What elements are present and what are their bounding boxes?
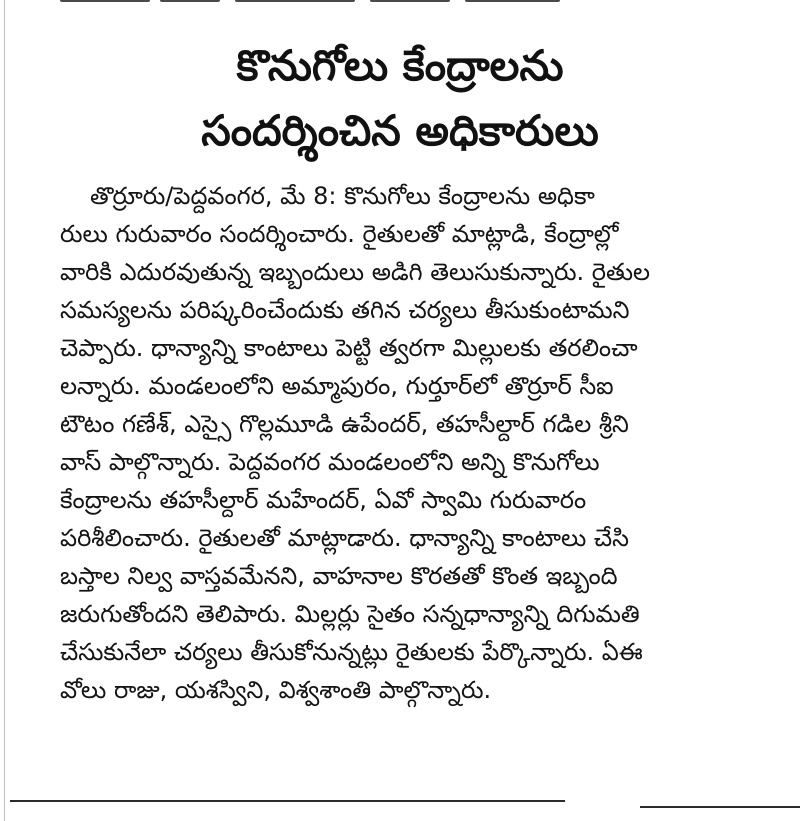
- article-line: సమస్యలను పరిష్కరించేందుకు తగిన చర్యలు తీసుకుంటామని: [60, 296, 630, 324]
- article-line: పరిశీలించారు. రైతులతో మాట్లాడారు. ధాన్యాన్ని కాంటాలు చేసి: [60, 524, 629, 552]
- article-line: వారికి ఎదురవుతున్న ఇబ్బందులు అడిగి తెలుసుకున్నారు. రైతుల: [60, 258, 651, 286]
- article-line: వోలు రాజు, యశస్విని, విశ్వశాంతి పాల్గొన్నారు.: [60, 676, 492, 704]
- bottom-rule-left: [10, 800, 565, 802]
- article-line: చెప్పారు. ధాన్యాన్ని కాంటాలు పెట్టి త్వరగా మిల్లులకు తరలించా: [60, 334, 638, 362]
- article-line: కేంద్రాలను తహసీల్దార్ మహేందర్, ఏవో స్వామి గురువారం: [60, 486, 587, 514]
- article-line: తొర్రూరు/పెద్దవంగర, మే 8: కొనుగోలు కేంద్రాలను అధికా: [90, 182, 595, 210]
- article-line: బస్తాల నిల్వ వాస్తవమేనని, వాహనాల కొరతతో కొంత ఇబ్బంది: [60, 562, 618, 590]
- article-line: టౌటం గణేశ్, ఎస్సై గొల్లమూడి ఉపేందర్, తహసీల్దార్ గడిల శ్రీని: [60, 410, 629, 438]
- headline-line-1: కొనుగోలు కేంద్రాలను: [236, 41, 564, 90]
- article-line: వాస్ పాల్గొన్నారు. పెద్దవంగర మండలంలోని అన్ని కొనుగోలు: [60, 448, 600, 476]
- article-line: రులు గురువారం సందర్శించారు. రైతులతో మాట్లాడి, కేంద్రాల్లో: [60, 220, 619, 248]
- article-line: జరుగుతోందని తెలిపారు. మిల్లర్లు సైతం సన్నధాన్యాన్ని దిగుమతి: [60, 600, 640, 628]
- article-line: చేసుకునేలా చర్యలు తీసుకోనున్నట్లు రైతులకు పేర్కొన్నారు. ఏఈ: [60, 638, 643, 666]
- headline-line-2: సందర్శించిన అధికారులు: [201, 106, 599, 155]
- bottom-rule-right: [640, 806, 800, 808]
- article-body: [60, 177, 765, 709]
- article-line: లన్నారు. మండలంలోని అమ్మాపురం, గుర్తూర్‌లో తొర్రూర్ సీఐ: [60, 372, 614, 400]
- clipped-previous-text: [60, 0, 560, 6]
